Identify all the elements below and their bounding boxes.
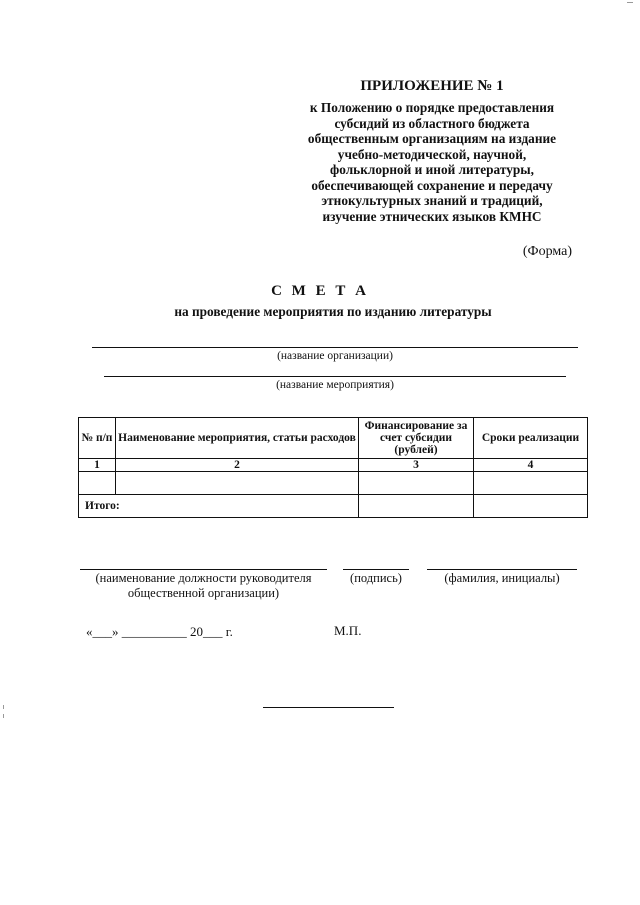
table-row [79,472,588,495]
full-name-line[interactable] [427,569,577,570]
organization-name-caption: (название организации) [277,350,393,362]
table-cell[interactable] [474,472,588,495]
annex-subtitle-line: этнокультурных знаний и традиций, [321,193,543,208]
total-amount-cell[interactable] [359,495,474,518]
column-number: 3 [359,459,474,472]
signature-caption: (подпись) [350,571,402,585]
table-cell[interactable] [359,472,474,495]
annex-title: ПРИЛОЖЕНИЕ № 1 [360,78,504,94]
column-number: 2 [116,459,359,472]
bottom-divider [263,707,394,708]
position-caption [80,571,327,601]
column-header: № п/п [79,418,116,459]
table-cell[interactable] [79,472,116,495]
annex-subtitle-line: учебно-методической, научной, [337,146,527,162]
table-header-row [79,418,588,459]
scan-mark [3,714,4,718]
annex-subtitle-line: обеспечивающей сохранение и передачу [311,177,553,193]
annex-subtitle-line: к Положению о порядке предоставления [309,100,555,115]
total-row [79,495,588,518]
document-subtitle: на проведение мероприятия по изданию литературы [174,304,492,319]
position-caption-line: (наименование должности руководителя [95,571,312,585]
column-number: 4 [474,459,588,472]
annex-subtitle-line: субсидий из областного бюджета [334,115,530,131]
column-header: Финансирование за счет субсидии (рублей) [359,418,474,459]
form-label: (Форма) [522,244,572,259]
document-title: С М Е Т А [271,283,369,299]
position-line[interactable] [80,569,327,570]
scan-mark [627,2,633,3]
column-number-row [79,459,588,472]
full-name-caption: (фамилия, инициалы) [444,571,560,585]
total-term-cell[interactable] [474,495,588,518]
annex-subtitle [282,100,582,224]
total-label: Итого: [79,495,359,518]
stamp-place-label: М.П. [334,623,362,638]
event-name-caption: (название мероприятия) [276,379,394,391]
event-name-line[interactable] [104,376,566,377]
signature-line[interactable] [343,569,409,570]
date-field[interactable]: «___» __________ 20___ г. [86,624,233,639]
estimate-table [78,417,588,518]
organization-name-line[interactable] [92,347,578,348]
annex-subtitle-line: общественным организациям на издание [307,131,557,146]
column-number: 1 [79,459,116,472]
annex-subtitle-line: фольклорной и иной литературы, [330,162,534,177]
table-cell[interactable] [116,472,359,495]
scan-mark [3,705,4,709]
column-header: Сроки реализации [474,418,588,459]
annex-subtitle-line: изучение этнических языков КМНС [322,208,542,224]
column-header: Наименование мероприятия, статьи расходов [116,418,359,459]
position-caption-line: общественной организации) [127,586,280,600]
